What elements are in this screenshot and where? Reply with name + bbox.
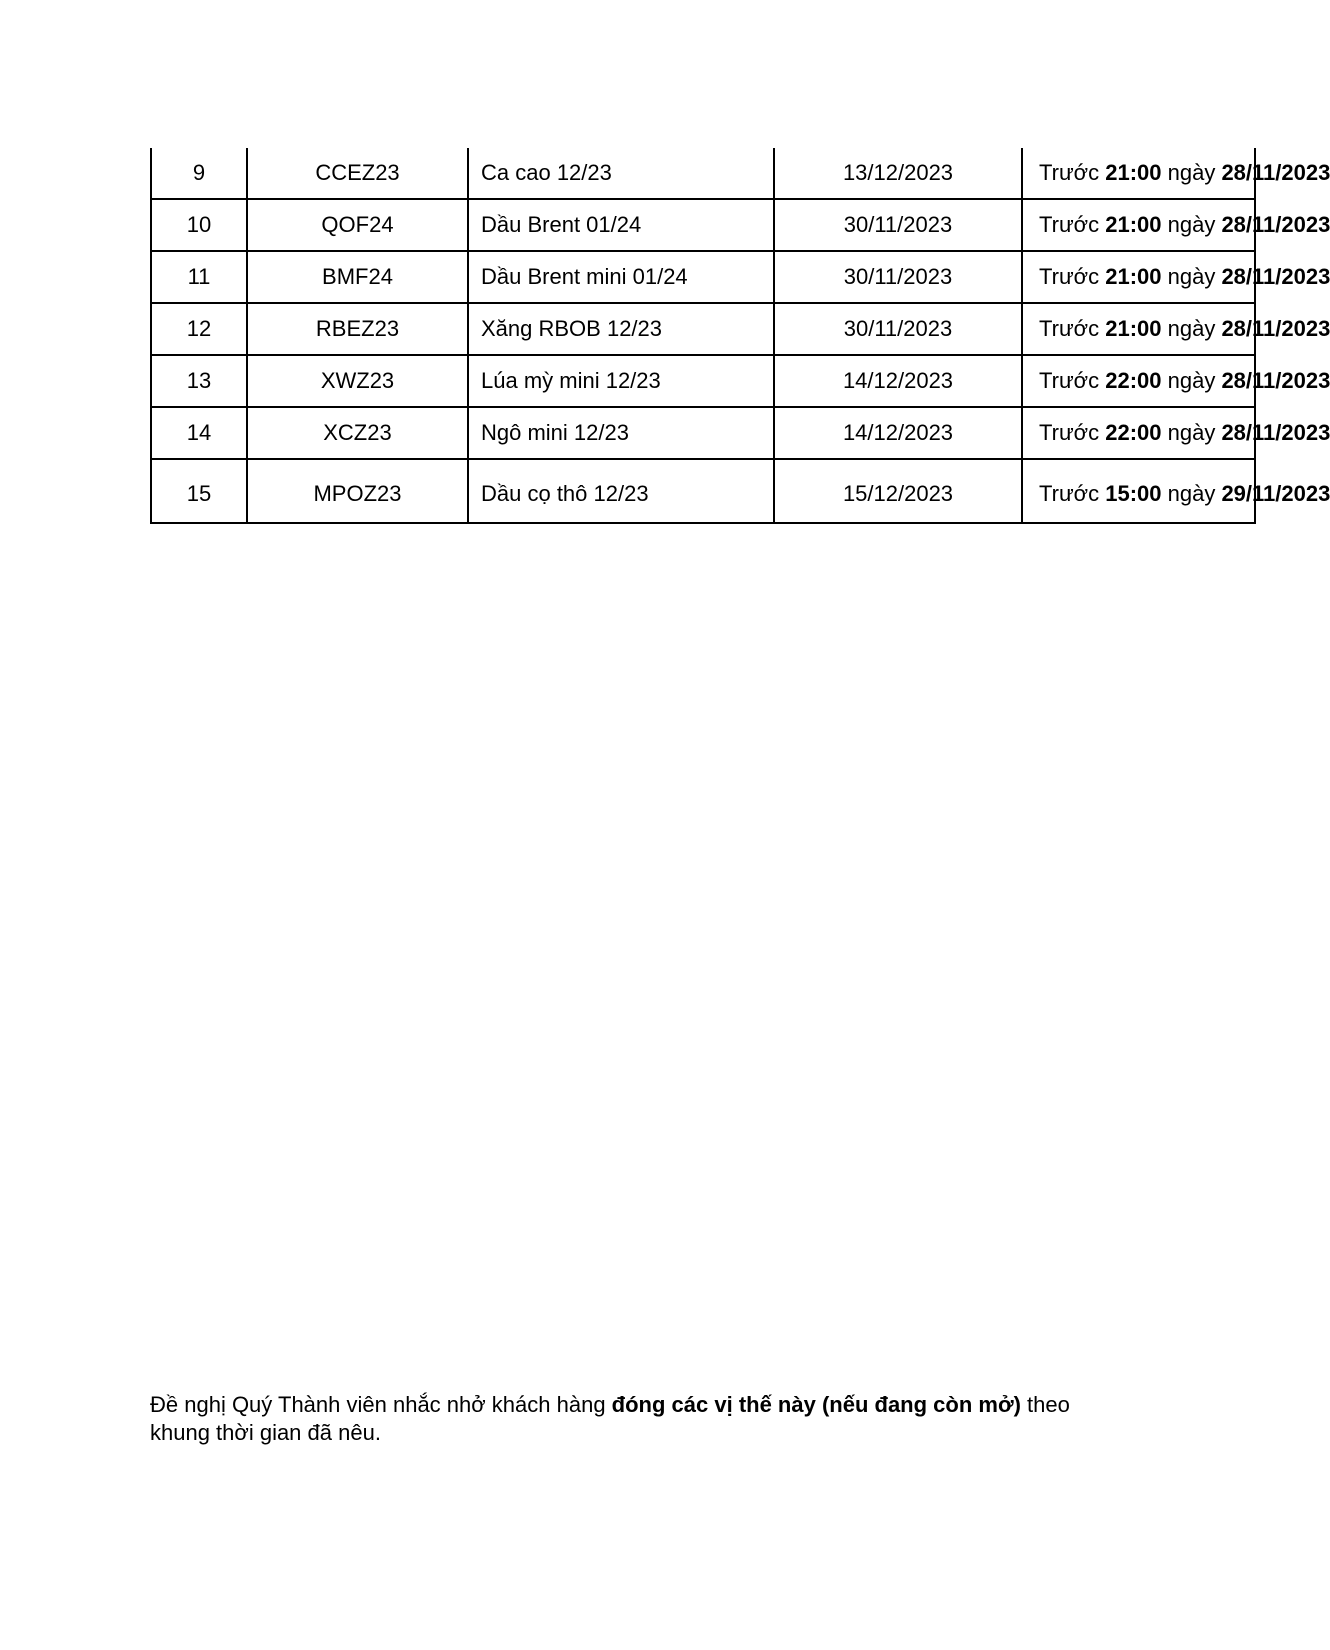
contract-code: QOF24: [247, 199, 468, 251]
close-deadline: [1022, 251, 1330, 303]
deadline-mid: ngày: [1161, 316, 1222, 341]
deadline-date: 28/11/2023: [1221, 368, 1330, 393]
contract-name: Dầu cọ thô 12/23: [468, 459, 774, 523]
deadline-prefix: Trước: [1039, 420, 1106, 445]
deadline-date: 29/11/2023: [1221, 481, 1330, 506]
contracts-table: [150, 148, 1330, 524]
contract-code: BMF24: [247, 251, 468, 303]
close-deadline: [1022, 199, 1330, 251]
note-text-after: theo khung thời gian đã nêu.: [150, 1392, 1070, 1445]
deadline-time: 21:00: [1105, 264, 1162, 289]
close-deadline: [1022, 303, 1330, 355]
deadline-prefix: Trước: [1039, 481, 1106, 506]
contract-code: MPOZ23: [247, 459, 468, 523]
close-deadline: [1022, 355, 1330, 407]
contract-name: Xăng RBOB 12/23: [468, 303, 774, 355]
deadline-mid: ngày: [1161, 212, 1222, 237]
expiry-date: 14/12/2023: [774, 355, 1022, 407]
deadline-time: 22:00: [1105, 368, 1162, 393]
expiry-date: 30/11/2023: [774, 199, 1022, 251]
expiry-date: 15/12/2023: [774, 459, 1022, 523]
close-deadline: [1022, 148, 1330, 199]
row-number: 15: [151, 459, 247, 523]
closing-note: [150, 1391, 1110, 1447]
deadline-time: 21:00: [1105, 212, 1162, 237]
deadline-prefix: Trước: [1039, 316, 1106, 341]
row-number: 11: [151, 251, 247, 303]
deadline-mid: ngày: [1161, 160, 1222, 185]
deadline-mid: ngày: [1161, 481, 1222, 506]
row-number: 14: [151, 407, 247, 459]
table-row: [151, 303, 1255, 355]
deadline-date: 28/11/2023: [1221, 264, 1330, 289]
deadline-prefix: Trước: [1039, 368, 1106, 393]
table-row: [151, 148, 1255, 199]
deadline-prefix: Trước: [1039, 264, 1106, 289]
close-deadline: [1022, 459, 1330, 523]
deadline-mid: ngày: [1161, 368, 1222, 393]
expiry-date: 14/12/2023: [774, 407, 1022, 459]
table-row: [151, 251, 1255, 303]
deadline-mid: ngày: [1161, 264, 1222, 289]
close-deadline: [1022, 407, 1330, 459]
row-number: 10: [151, 199, 247, 251]
contract-code: CCEZ23: [247, 148, 468, 199]
table-row: [151, 459, 1255, 523]
deadline-prefix: Trước: [1039, 160, 1106, 185]
deadline-date: 28/11/2023: [1221, 316, 1330, 341]
deadline-time: 21:00: [1105, 160, 1162, 185]
contract-code: XWZ23: [247, 355, 468, 407]
note-text-bold: đóng các vị thế này (nếu đang còn mở): [611, 1392, 1021, 1417]
deadline-date: 28/11/2023: [1221, 420, 1330, 445]
deadline-time: 22:00: [1105, 420, 1162, 445]
deadline-date: 28/11/2023: [1221, 160, 1330, 185]
deadline-time: 21:00: [1105, 316, 1162, 341]
expiry-date: 30/11/2023: [774, 303, 1022, 355]
contract-name: Dầu Brent mini 01/24: [468, 251, 774, 303]
contract-code: RBEZ23: [247, 303, 468, 355]
contract-name: Ngô mini 12/23: [468, 407, 774, 459]
contract-code: XCZ23: [247, 407, 468, 459]
table-row: [151, 199, 1255, 251]
contract-name: Dầu Brent 01/24: [468, 199, 774, 251]
deadline-prefix: Trước: [1039, 212, 1106, 237]
deadline-mid: ngày: [1161, 420, 1222, 445]
row-number: 9: [151, 148, 247, 199]
deadline-time: 15:00: [1105, 481, 1162, 506]
table-row: [151, 407, 1255, 459]
contract-name: Lúa mỳ mini 12/23: [468, 355, 774, 407]
note-text-before: Đề nghị Quý Thành viên nhắc nhở khách hàng: [150, 1392, 612, 1417]
contract-name: Ca cao 12/23: [468, 148, 774, 199]
expiry-date: 30/11/2023: [774, 251, 1022, 303]
table-row: [151, 355, 1255, 407]
expiry-date: 13/12/2023: [774, 148, 1022, 199]
row-number: 13: [151, 355, 247, 407]
deadline-date: 28/11/2023: [1221, 212, 1330, 237]
row-number: 12: [151, 303, 247, 355]
